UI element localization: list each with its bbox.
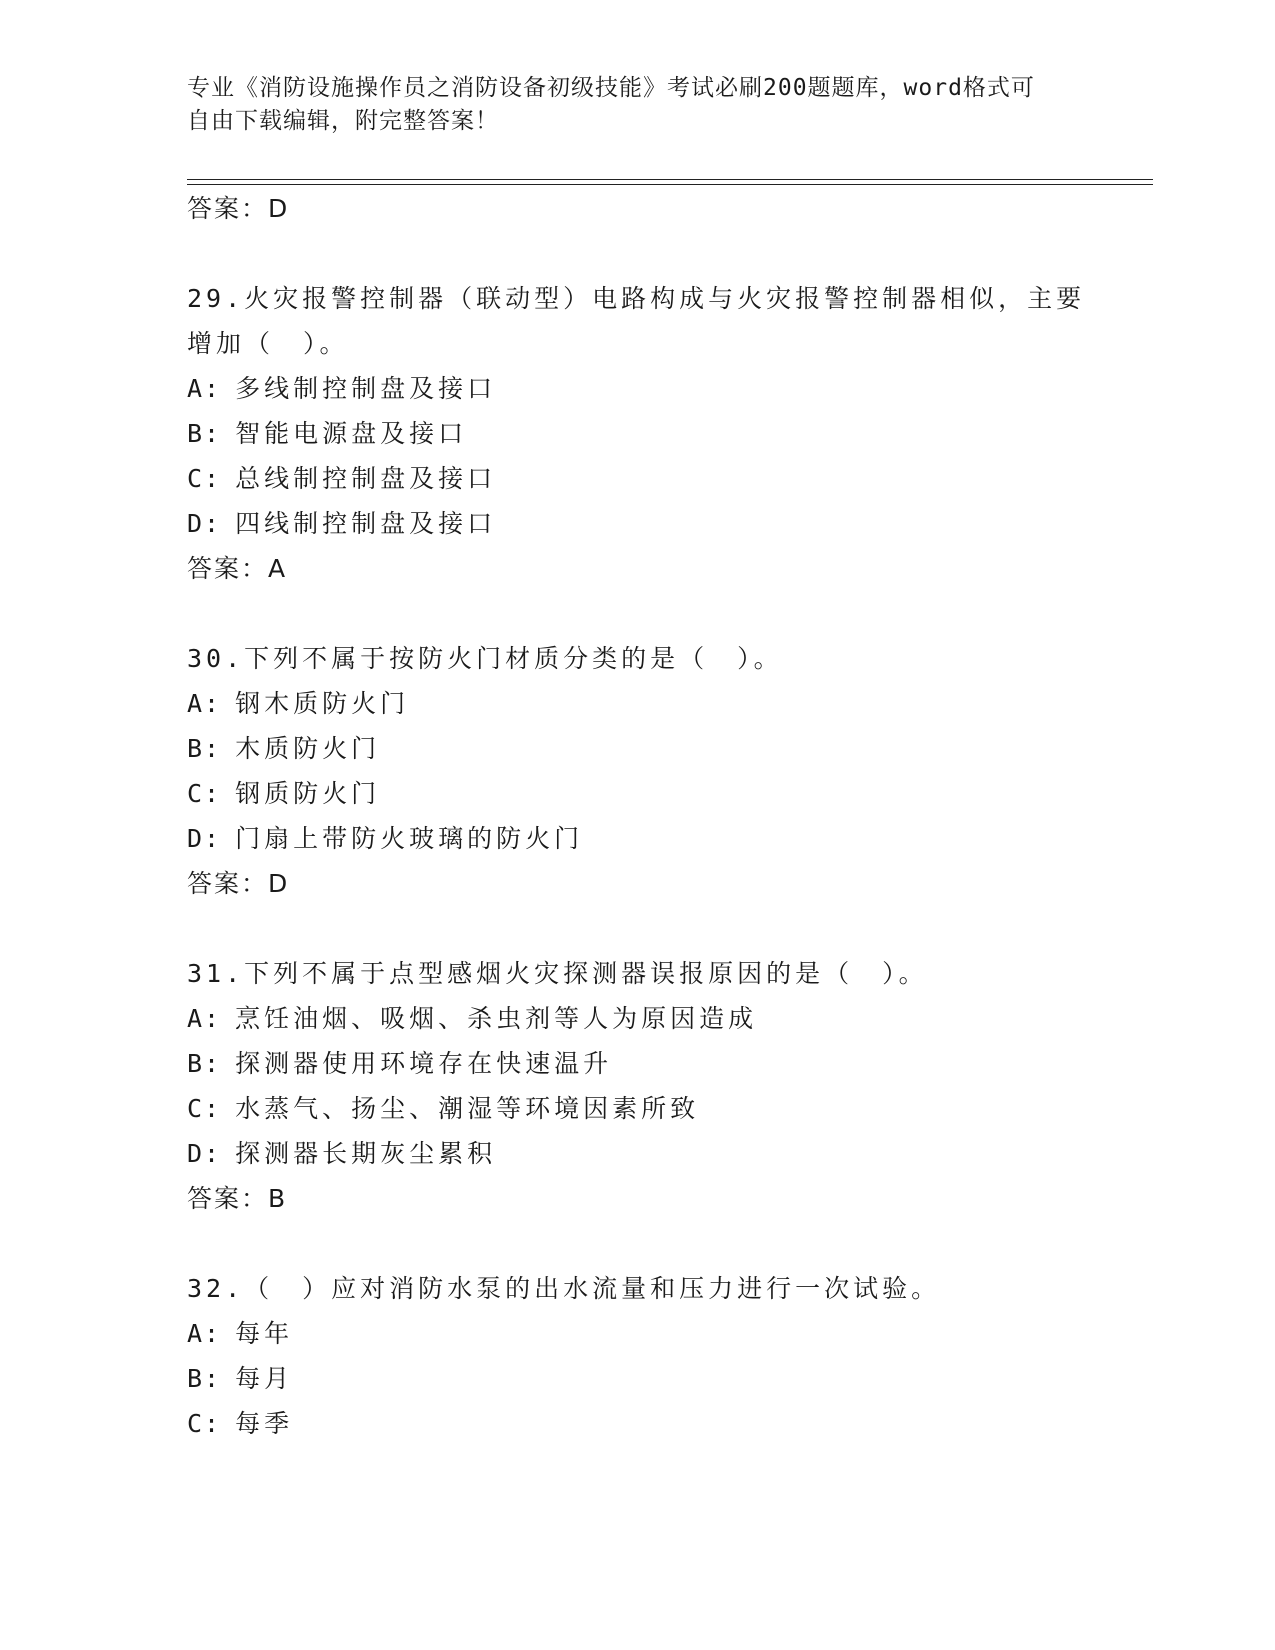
question-32 — [187, 1266, 1153, 1446]
option-d — [187, 501, 1153, 546]
question-stem-line: 29.火灾报警控制器（联动型）电路构成与火灾报警控制器相似，主要 — [187, 284, 1086, 313]
answer-line: 答案：A — [187, 554, 288, 583]
option-text: 智能电源盘及接口 — [235, 419, 468, 448]
question-stem — [187, 636, 1153, 681]
option-text: 探测器使用环境存在快速温升 — [235, 1049, 613, 1078]
option-letter: C: — [187, 779, 222, 808]
option-text: 钢木质防火门 — [235, 689, 410, 718]
option-letter: C: — [187, 464, 222, 493]
option-b — [187, 411, 1153, 456]
option-a — [187, 681, 1153, 726]
option-a — [187, 366, 1153, 411]
option-c — [187, 456, 1153, 501]
option-letter: C: — [187, 1094, 222, 1123]
option-text: 烹饪油烟、吸烟、杀虫剂等人为原因造成 — [235, 1004, 758, 1033]
option-c — [187, 1401, 1153, 1446]
option-a — [187, 1311, 1153, 1356]
option-letter: A: — [187, 1319, 222, 1348]
header-line-1: 专业《消防设施操作员之消防设备初级技能》考试必刷200题题库，word格式可 — [187, 75, 1035, 101]
question-stem-line: 32.（ ）应对消防水泵的出水流量和压力进行一次试验。 — [187, 1274, 941, 1303]
option-text: 每年 — [235, 1319, 294, 1348]
option-text: 门扇上带防火玻璃的防火门 — [235, 824, 584, 853]
answer-line: 答案：B — [187, 1184, 288, 1213]
option-letter: B: — [187, 1049, 222, 1078]
option-letter: B: — [187, 1364, 222, 1393]
question-31 — [187, 951, 1153, 1221]
option-letter: B: — [187, 419, 222, 448]
question-stem-line: 增加（ ）。 — [187, 329, 349, 358]
answer-line: 答案：D — [187, 194, 290, 223]
option-letter: D: — [187, 824, 222, 853]
question-stem — [187, 276, 1153, 366]
option-letter: D: — [187, 509, 222, 538]
question-29 — [187, 276, 1153, 591]
option-text: 多线制控制盘及接口 — [235, 374, 497, 403]
option-text: 四线制控制盘及接口 — [235, 509, 497, 538]
option-letter: C: — [187, 1409, 222, 1438]
option-d — [187, 816, 1153, 861]
option-text: 总线制控制盘及接口 — [235, 464, 497, 493]
spacer — [187, 906, 1153, 951]
spacer — [187, 1221, 1153, 1266]
option-c — [187, 1086, 1153, 1131]
question-list — [187, 186, 1153, 1446]
option-text: 钢质防火门 — [235, 779, 381, 808]
spacer — [187, 231, 1153, 276]
option-letter: B: — [187, 734, 222, 763]
option-d — [187, 1131, 1153, 1176]
question-stem — [187, 951, 1153, 996]
option-letter: A: — [187, 1004, 222, 1033]
header-divider-bottom — [187, 184, 1153, 185]
question-stem-line: 31.下列不属于点型感烟火灾探测器误报原因的是（ ）。 — [187, 959, 928, 988]
spacer — [187, 591, 1153, 636]
option-b — [187, 1356, 1153, 1401]
option-text: 探测器长期灰尘累积 — [235, 1139, 497, 1168]
question-stem — [187, 1266, 1153, 1311]
header-divider-top — [187, 179, 1153, 180]
option-text: 每月 — [235, 1364, 294, 1393]
option-text: 木质防火门 — [235, 734, 381, 763]
question-30 — [187, 636, 1153, 906]
option-letter: A: — [187, 374, 222, 403]
option-a — [187, 996, 1153, 1041]
document-header — [187, 72, 1087, 138]
option-letter: A: — [187, 689, 222, 718]
option-text: 每季 — [235, 1409, 294, 1438]
header-line-2: 自由下载编辑，附完整答案！ — [187, 108, 499, 134]
option-b — [187, 726, 1153, 771]
option-b — [187, 1041, 1153, 1086]
question-stem-line: 30.下列不属于按防火门材质分类的是（ ）。 — [187, 644, 783, 673]
option-c — [187, 771, 1153, 816]
answer-line: 答案：D — [187, 869, 290, 898]
option-text: 水蒸气、扬尘、潮湿等环境因素所致 — [235, 1094, 700, 1123]
option-letter: D: — [187, 1139, 222, 1168]
